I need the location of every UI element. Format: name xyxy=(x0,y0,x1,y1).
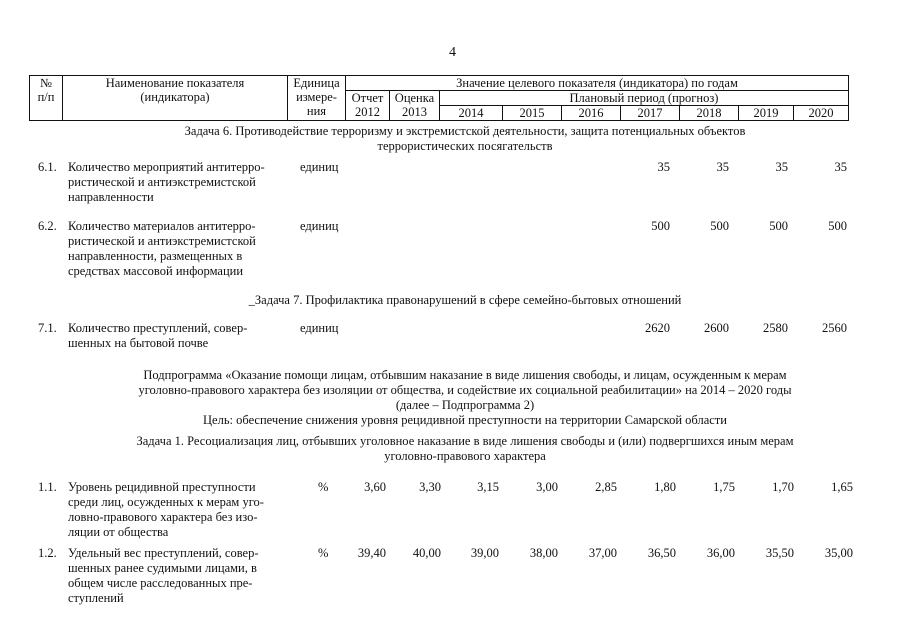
row-6-1-unit: единиц xyxy=(300,160,339,174)
header-year-2014: 2014 xyxy=(440,106,503,121)
header-estimate: Оценка 2013 xyxy=(390,91,440,121)
row-6-2-num: 6.2. xyxy=(38,219,57,233)
row-1-2-2013: 40,00 xyxy=(412,546,441,560)
row-1-2-unit: % xyxy=(318,546,329,560)
row-1-2-num: 1.2. xyxy=(38,546,57,560)
header-year-2019: 2019 xyxy=(739,106,794,121)
row-1-1-2019: 1,70 xyxy=(772,480,794,494)
header-year-2018: 2018 xyxy=(680,106,739,121)
row-1-1-2017: 1,80 xyxy=(654,480,676,494)
row-1-1-2020: 1,65 xyxy=(831,480,853,494)
row-6-2-2017: 500 xyxy=(651,219,670,233)
header-plan: Плановый период (прогноз) xyxy=(440,91,849,106)
row-1-2-2018: 36,00 xyxy=(706,546,735,560)
header-report: Отчет 2012 xyxy=(346,91,390,121)
row-1-2-2016: 37,00 xyxy=(588,546,617,560)
subprogram-heading: Подпрограмма «Оказание помощи лицам, отбывшим наказание в виде лишения свободы, и лицам, осужденным к мерам уголовно-правового характера без изоляции от общества, и содействие их социальной реабилитации» на 2014 – 2020 годы (далее – Подпрограмма 2) Цель: обеспечение снижения уровня рецидивной преступности на территории Самарской области xyxy=(60,368,870,428)
header-year-2020: 2020 xyxy=(794,106,849,121)
row-1-1-2015: 3,00 xyxy=(536,480,558,494)
row-7-1-2017: 2620 xyxy=(645,321,670,335)
row-6-1-2017: 35 xyxy=(657,160,670,174)
row-1-2-2015: 38,00 xyxy=(529,546,558,560)
row-1-2-2019: 35,50 xyxy=(765,546,794,560)
subprogram-goal: Цель: обеспечение снижения уровня рецидивной преступности на территории Самарской области xyxy=(203,413,727,427)
row-1-1-2018: 1,75 xyxy=(713,480,735,494)
row-1-1-2016: 2,85 xyxy=(595,480,617,494)
row-1-1-unit: % xyxy=(318,480,329,494)
task7-heading: _Задача 7. Профилактика правонарушений в сфере семейно-бытовых отношений xyxy=(248,293,682,307)
row-6-2-2018: 500 xyxy=(710,219,729,233)
row-1-1-2013: 3,30 xyxy=(419,480,441,494)
row-7-1-unit: единиц xyxy=(300,321,339,335)
row-1-1-indicator: Уровень рецидивной преступности среди лиц, осужденных к мерам уго- ловно-правового характера без изо- ляции от общества xyxy=(68,480,264,539)
task6-heading: Задача 6. Противодействие терроризму и экстремистской деятельности, защита потенциальных объектов террористических посягательств xyxy=(184,124,746,153)
row-1-2-2017: 36,50 xyxy=(647,546,676,560)
row-6-2-unit: единиц xyxy=(300,219,339,233)
page-number: 4 xyxy=(449,45,456,60)
row-6-1-2019: 35 xyxy=(775,160,788,174)
header-year-2015: 2015 xyxy=(503,106,562,121)
row-6-2-indicator: Количество материалов антитерро- ристической и антиэкстремистской направленности, размещенных в средствах массовой информации xyxy=(68,219,256,278)
row-1-1-2012: 3,60 xyxy=(364,480,386,494)
header-unit-cell: Единица измере- ния xyxy=(288,76,346,121)
row-1-1-num: 1.1. xyxy=(38,480,57,494)
header-values-title: Значение целевого показателя (индикатора) по годам xyxy=(346,76,849,91)
row-1-2-2014: 39,00 xyxy=(470,546,499,560)
indicator-table-header xyxy=(29,75,849,121)
header-year-2017: 2017 xyxy=(621,106,680,121)
row-1-2-indicator: Удельный вес преступлений, совер- шенных ранее судимыми лицами, в общем числе расследованных пре- ступлений xyxy=(68,546,259,605)
row-6-1-num: 6.1. xyxy=(38,160,57,174)
row-6-2-2020: 500 xyxy=(828,219,847,233)
row-6-2-2019: 500 xyxy=(769,219,788,233)
row-1-2-2012: 39,40 xyxy=(357,546,386,560)
row-7-1-2018: 2600 xyxy=(704,321,729,335)
row-7-1-num: 7.1. xyxy=(38,321,57,335)
row-6-1-2018: 35 xyxy=(716,160,729,174)
row-1-2-2020: 35,00 xyxy=(824,546,853,560)
row-6-1-2020: 35 xyxy=(834,160,847,174)
row-1-1-2014: 3,15 xyxy=(477,480,499,494)
row-7-1-2020: 2560 xyxy=(822,321,847,335)
header-year-2016: 2016 xyxy=(562,106,621,121)
header-num-cell: № п/п xyxy=(30,76,63,121)
task1-heading: Задача 1. Ресоциализация лиц, отбывших уголовное наказание в виде лишения свободы и (или) подвергшихся иным мерам уголовно-правового характера xyxy=(136,434,794,463)
header-name-cell: Наименование показателя (индикатора) xyxy=(63,76,288,121)
row-7-1-indicator: Количество преступлений, совер- шенных на бытовой почве xyxy=(68,321,248,350)
row-7-1-2019: 2580 xyxy=(763,321,788,335)
row-6-1-indicator: Количество мероприятий антитерро- ристической и антиэкстремистской направленности xyxy=(68,160,265,204)
